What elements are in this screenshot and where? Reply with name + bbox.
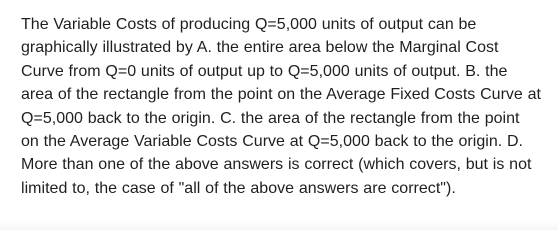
- question-text: The Variable Costs of producing Q=5,000 units of output can be graphically illustrated by A. the entire area below the Marginal Cost Curve from Q=0 units of output up to Q=5,000 units of output. B. the area of the rectangle from the point on the Average Fixed Costs Curve at Q=5,000 back to the origin. C. the area of the rectangle from the point on the Average Variable Costs Curve at Q=5,000 back to the origin. D. More than one of the above answers is correct (which covers, but is not limited to, the case of "all of the above answers are correct").: [21, 16, 542, 197]
